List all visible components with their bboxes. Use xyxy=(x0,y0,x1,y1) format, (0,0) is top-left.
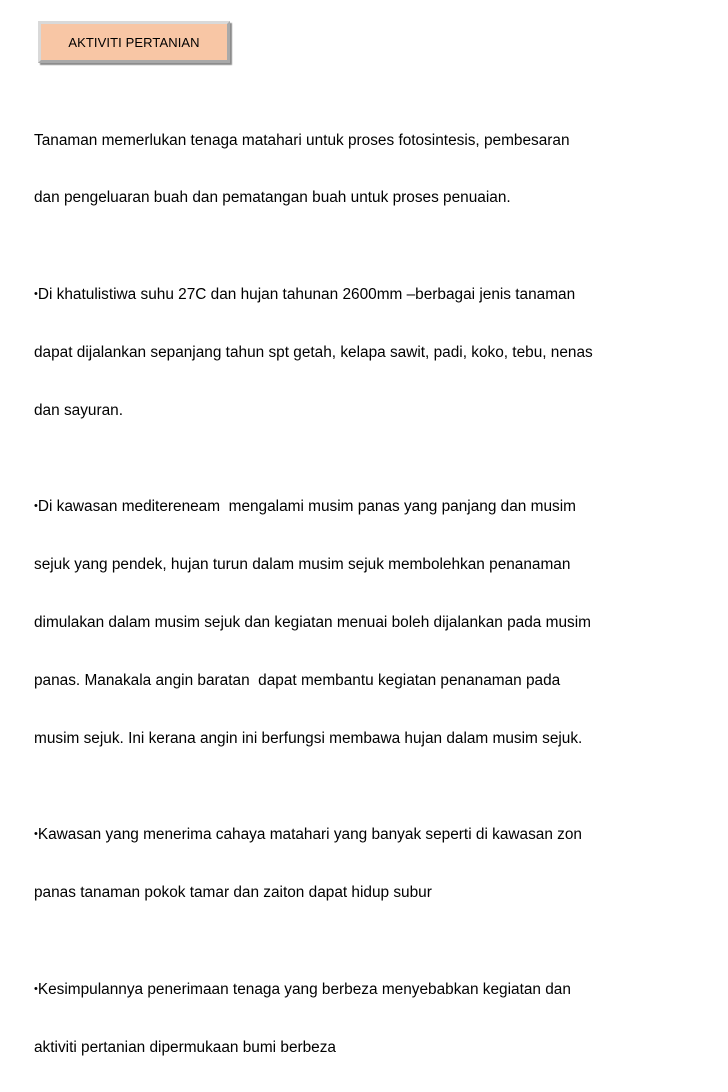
bullet-line: dapat dijalankan sepanjang tahun spt getah, kelapa sawit, padi, koko, tebu, nenas xyxy=(34,343,593,361)
intro-line: Tanaman memerlukan tenaga matahari untuk proses fotosintesis, pembesaran xyxy=(34,131,570,149)
bullet-text: Kawasan yang menerima cahaya matahari yang banyak seperti di kawasan zon xyxy=(37,826,582,844)
slide-title-box xyxy=(38,21,230,63)
bullet-line: panas tanaman pokok tamar dan zaiton dapat hidup subur xyxy=(34,884,432,902)
bullet-text: Di khatulistiwa suhu 27C dan hujan tahunan 2600mm –berbagai jenis tanaman xyxy=(37,285,576,303)
bullet-text: Di kawasan meditereneam mengalami musim panas yang panjang dan musim xyxy=(37,498,576,516)
bullet-icon: • xyxy=(34,287,38,300)
intro-paragraph xyxy=(34,92,674,246)
bullet-line: sejuk yang pendek, hujan turun dalam musim sejuk membolehkan penanaman xyxy=(34,556,571,574)
bullet-paragraph xyxy=(34,787,674,941)
bullet-line: panas. Manakala angin baratan dapat membantu kegiatan penanaman pada xyxy=(34,671,561,689)
bullet-paragraph xyxy=(34,246,674,458)
bullet-icon: • xyxy=(34,982,38,995)
bullet-text: Kesimpulannya penerimaan tenaga yang berbeza menyebabkan kegiatan dan xyxy=(37,980,571,998)
bullet-line: aktiviti pertanian dipermukaan bumi berbeza xyxy=(34,1038,336,1056)
bullet-paragraph xyxy=(34,941,674,1092)
slide-title: AKTIVITI PERTANIAN xyxy=(68,34,200,50)
bullet-line: dan sayuran. xyxy=(34,401,123,419)
bullet-line xyxy=(34,980,674,999)
bullet-icon: • xyxy=(34,500,38,513)
bullet-line xyxy=(34,825,674,844)
bullet-line: dimulakan dalam musim sejuk dan kegiatan menuai boleh dijalankan pada musim xyxy=(34,614,591,632)
bullet-line xyxy=(34,497,674,516)
bullet-icon: • xyxy=(34,828,38,841)
slide-body xyxy=(34,92,674,1092)
intro-line: dan pengeluaran buah dan pematangan buah untuk proses penuaian. xyxy=(34,189,511,207)
bullet-paragraph xyxy=(34,459,674,787)
bullet-line xyxy=(34,285,674,304)
bullet-line: musim sejuk. Ini kerana angin ini berfungsi membawa hujan dalam musim sejuk. xyxy=(34,729,583,747)
